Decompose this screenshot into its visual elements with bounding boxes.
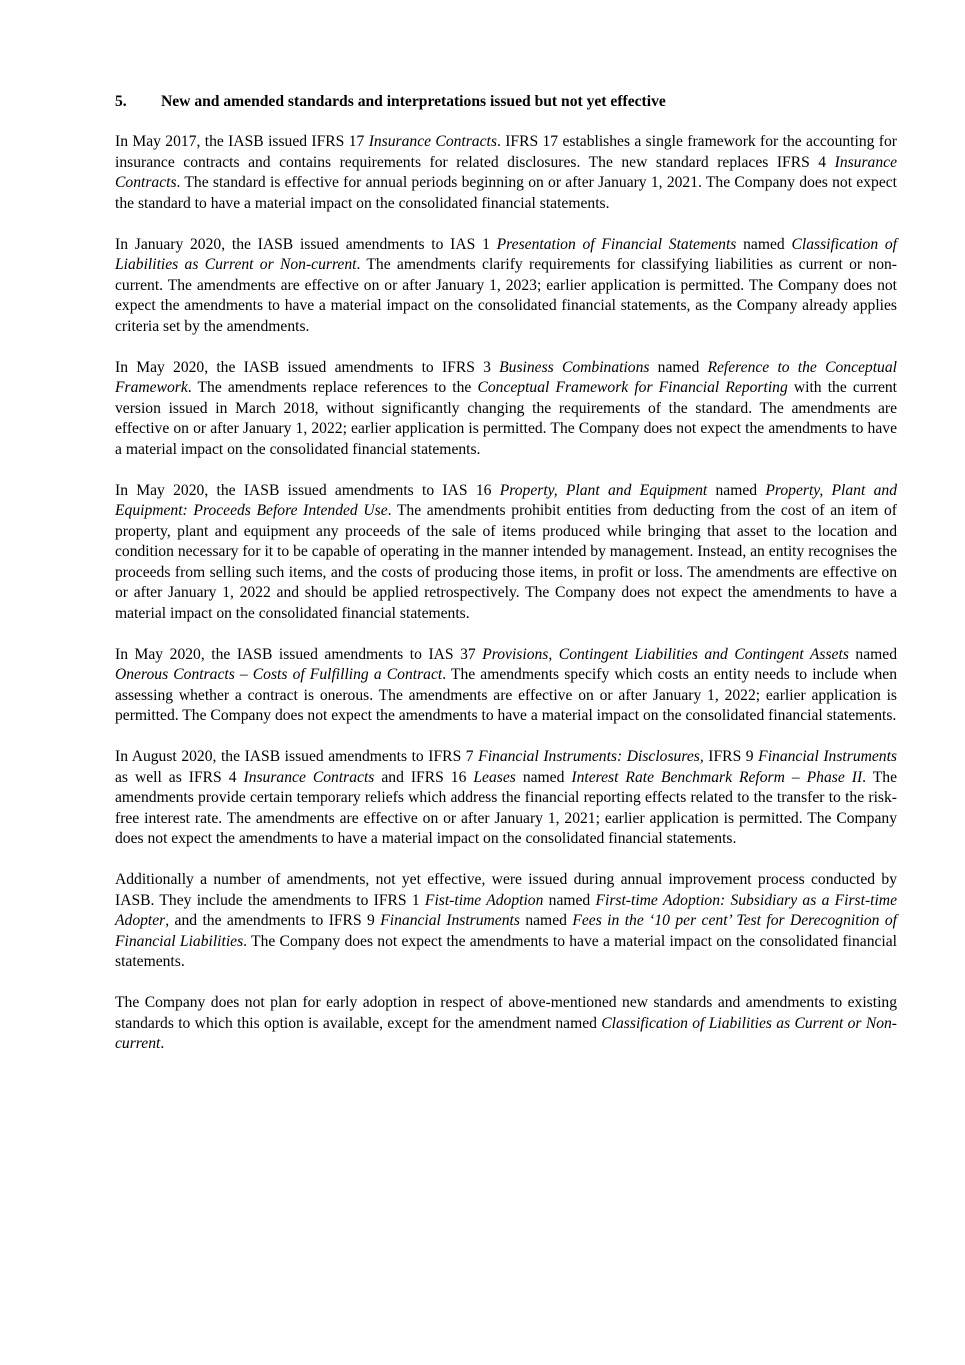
italic-title-text: Fist-time Adoption xyxy=(424,891,544,909)
body-text: , and the amendments to IFRS 9 xyxy=(165,912,381,929)
body-text: . xyxy=(160,1035,165,1052)
italic-title-text: Fees in the ‘10 per cent’ Test for Derecognition of Financial Liabilities xyxy=(115,912,897,950)
body-text: . IFRS 17 establishes a single framework for the accounting for insurance contracts and contains requirements for related disclosures. The new standard replaces IFRS 4 xyxy=(115,133,897,171)
italic-title-text: Presentation of Financial Statements xyxy=(496,235,737,253)
italic-title-text: Classification of Liabilities as Current or Non-current xyxy=(115,1014,898,1052)
paragraph-ias1 xyxy=(115,235,897,338)
paragraph-ias16 xyxy=(115,481,897,625)
italic-title-text: Financial Instruments: Disclosures, xyxy=(478,748,704,765)
body-text: and IFRS 16 xyxy=(374,768,474,786)
paragraph-ibor-reform xyxy=(115,747,897,850)
italic-title-text: Leases xyxy=(473,768,516,786)
section-title: New and amended standards and interpretations issued but not yet effective xyxy=(161,93,666,110)
body-text: named xyxy=(519,912,573,929)
body-text: In May 2017, the IASB issued IFRS 17 xyxy=(115,133,369,150)
body-text: The Company does not plan for early adoption in respect of above-mentioned new standards and amendments to existing standards to which this option is available, except for the amendment named xyxy=(115,994,897,1032)
body-text: . The amendments replace references to the xyxy=(187,379,478,396)
italic-title-text: Financial Instruments xyxy=(380,912,520,929)
body-text: with the current version issued in March 2018, without significantly changing the requirements of the standard. The amendments are effective on or after January 1, 2022; earlier application is permitted. The Company does not expect the amendments to have a material impact on the consolidated financial statements. xyxy=(115,379,898,458)
body-text: In January 2020, the IASB issued amendments to IAS 1 xyxy=(115,235,497,253)
italic-title-text: Interest Rate Benchmark Reform – Phase II xyxy=(571,768,863,786)
body-text: . The standard is effective for annual periods beginning on or after January 1, 2021. The Company does not expect the standard to have a material impact on the consolidated financial statements. xyxy=(115,174,897,212)
body-text: named xyxy=(515,768,572,786)
italic-title-text: Property, Plant and Equipment: Proceeds Before Intended Use xyxy=(115,481,897,519)
body-text: named xyxy=(736,235,792,253)
body-text: IFRS 9 xyxy=(703,748,759,765)
body-text: . The amendments provide certain temporary reliefs which address the financial reporting effects related to the transfer to the risk-free interest rate. The amendments are effective on or after January 1, 2021; earlier application is permitted. The Company does not expect the amendments to have a material impact on the consolidated financial statements. xyxy=(115,768,897,847)
italic-title-text: Business Combinations xyxy=(499,358,650,376)
italic-title-text: Insurance Contracts xyxy=(243,768,375,786)
body-text: In May 2020, the IASB issued amendments to IAS 16 xyxy=(115,481,500,499)
body-text: named xyxy=(649,358,708,376)
body-text: named xyxy=(707,481,766,499)
body-text: . The Company does not expect the amendments to have a material impact on the consolidated financial statements. xyxy=(115,932,898,970)
italic-title-text: First-time Adoption: Subsidiary as a First-time Adopter xyxy=(115,891,897,929)
section-number: 5. xyxy=(115,93,127,110)
italic-title-text: Reference to the Conceptual Framework xyxy=(115,358,897,396)
body-text: In May 2020, the IASB issued amendments to IAS 37 xyxy=(115,645,483,663)
italic-title-text: Insurance Contracts xyxy=(115,153,897,191)
italic-title-text: Property, Plant and Equipment xyxy=(499,481,708,499)
italic-title-text: Provisions, Contingent Liabilities and Contingent Assets xyxy=(482,645,849,663)
body-text: named xyxy=(543,891,596,909)
paragraph-annual-improvements xyxy=(115,870,897,973)
italic-title-text: Classification of Liabilities as Current or Non-current xyxy=(115,235,898,273)
paragraph-ias37 xyxy=(115,645,897,727)
italic-title-text: Onerous Contracts – Costs of Fulfilling a Contract xyxy=(115,666,443,683)
italic-title-text: Insurance Contracts xyxy=(368,133,497,150)
body-text: . The amendments prohibit entities from deducting from the cost of an item of property, plant and equipment any proceeds of the sale of items produced while bringing that asset to the location and condition necessary for it to be capable of operating in the manner intended by management. Instead, an entity recognises the proceeds from selling such items, and the costs of producing those items, in profit or loss. The amendments are effective on or after January 1, 2022 and should be applied retrospectively. The Company does not expect the amendments to have a material impact on the consolidated financial statements. xyxy=(115,502,897,622)
section-heading xyxy=(115,92,897,112)
paragraph-ifrs17 xyxy=(115,132,897,214)
body-text: In May 2020, the IASB issued amendments to IFRS 3 xyxy=(115,358,500,376)
paragraph-early-adoption xyxy=(115,993,897,1055)
document-page xyxy=(115,92,897,1075)
italic-title-text: Financial Instruments xyxy=(758,748,898,765)
paragraph-ifrs3 xyxy=(115,358,897,461)
body-text: . The amendments clarify requirements for classifying liabilities as current or non-current. The amendments are effective on or after January 1, 2023; earlier application is permitted. The Company does not expect the amendments to have a material impact on the consolidated financial statements, as the Company already applies criteria set by the amendments. xyxy=(115,256,897,335)
italic-title-text: Conceptual Framework for Financial Reporting xyxy=(477,379,788,396)
body-text: Additionally a number of amendments, not yet effective, were issued during annual improvement process conducted by IASB. They include the amendments to IFRS 1 xyxy=(115,871,897,909)
body-text: named xyxy=(848,645,897,663)
body-text: In August 2020, the IASB issued amendments to IFRS 7 xyxy=(115,748,479,765)
body-text: . The amendments specify which costs an entity needs to include when assessing whether a contract is onerous. The amendments are effective on or after January 1, 2022; earlier application is permitted. The Company does not expect the amendments to have a material impact on the consolidated financial statements. xyxy=(115,666,898,724)
body-text: as well as IFRS 4 xyxy=(115,768,244,786)
